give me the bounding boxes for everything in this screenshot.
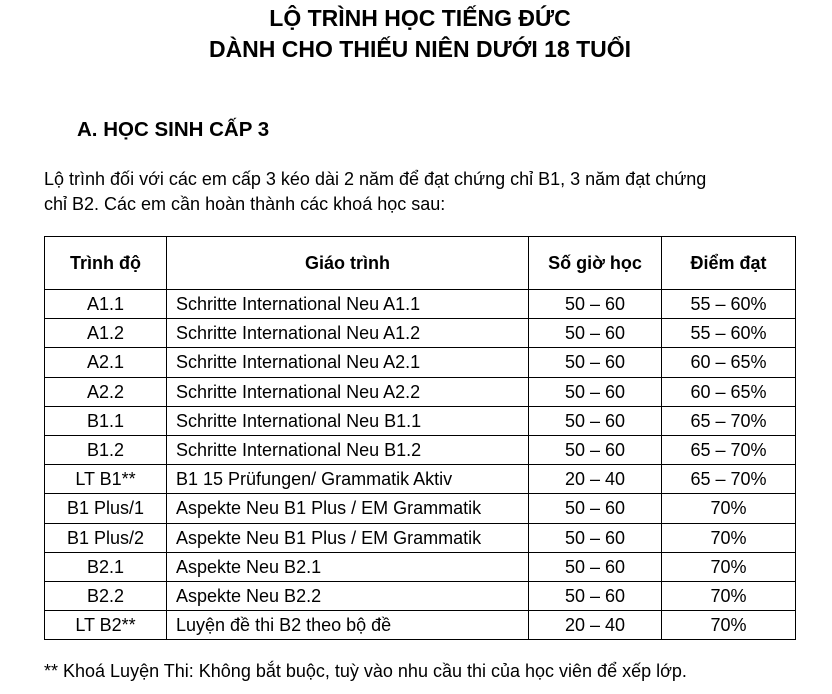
cell-pass-score: 65 – 70%: [662, 465, 796, 494]
cell-level: LT B1**: [45, 465, 167, 494]
cell-hours: 50 – 60: [529, 552, 662, 581]
cell-textbook: Aspekte Neu B2.1: [167, 552, 529, 581]
cell-pass-score: 55 – 60%: [662, 290, 796, 319]
intro-line-1: Lộ trình đối với các em cấp 3 kéo dài 2 năm để đạt chứng chỉ B1, 3 năm đạt chứng: [44, 169, 707, 189]
cell-level: B1 Plus/2: [45, 523, 167, 552]
page-subtitle: DÀNH CHO THIẾU NIÊN DƯỚI 18 TUỔI: [208, 36, 632, 62]
cell-textbook: Aspekte Neu B2.2: [167, 581, 529, 610]
cell-pass-score: 70%: [662, 552, 796, 581]
course-table: [44, 236, 796, 640]
table-row: [45, 377, 796, 406]
cell-pass-score: 70%: [662, 581, 796, 610]
cell-textbook: B1 15 Prüfungen/ Grammatik Aktiv: [167, 465, 529, 494]
cell-pass-score: 60 – 65%: [662, 377, 796, 406]
cell-pass-score: 60 – 65%: [662, 348, 796, 377]
cell-hours: 50 – 60: [529, 406, 662, 435]
cell-pass-score: 55 – 60%: [662, 319, 796, 348]
table-row: [45, 552, 796, 581]
cell-level: A1.1: [45, 290, 167, 319]
header-level: Trình độ: [45, 237, 167, 290]
cell-pass-score: 70%: [662, 611, 796, 640]
table-row: [45, 290, 796, 319]
cell-textbook: Schritte International Neu A2.2: [167, 377, 529, 406]
cell-level: A2.2: [45, 377, 167, 406]
cell-hours: 50 – 60: [529, 581, 662, 610]
page-title: LỘ TRÌNH HỌC TIẾNG ĐỨC: [269, 5, 571, 31]
table-row: [45, 435, 796, 464]
cell-textbook: Schritte International Neu B1.2: [167, 435, 529, 464]
cell-level: B1.2: [45, 435, 167, 464]
table-row: [45, 348, 796, 377]
header-pass-score: Điểm đạt: [662, 237, 796, 290]
cell-hours: 50 – 60: [529, 348, 662, 377]
cell-level: B1 Plus/1: [45, 494, 167, 523]
cell-level: B2.1: [45, 552, 167, 581]
cell-hours: 20 – 40: [529, 611, 662, 640]
cell-pass-score: 70%: [662, 494, 796, 523]
cell-pass-score: 70%: [662, 523, 796, 552]
cell-textbook: Schritte International Neu A1.1: [167, 290, 529, 319]
cell-pass-score: 65 – 70%: [662, 406, 796, 435]
cell-level: A2.1: [45, 348, 167, 377]
cell-hours: 50 – 60: [529, 319, 662, 348]
table-body: [45, 290, 796, 640]
cell-textbook: Schritte International Neu A2.1: [167, 348, 529, 377]
cell-textbook: Luyện đề thi B2 theo bộ đề: [167, 611, 529, 640]
intro-line-2: chỉ B2. Các em cần hoàn thành các khoá học sau:: [44, 194, 446, 214]
cell-hours: 20 – 40: [529, 465, 662, 494]
table-row: [45, 611, 796, 640]
table-row: [45, 465, 796, 494]
cell-level: B1.1: [45, 406, 167, 435]
table-row: [45, 581, 796, 610]
cell-level: B2.2: [45, 581, 167, 610]
table-row: [45, 319, 796, 348]
cell-hours: 50 – 60: [529, 290, 662, 319]
table-header-row: [45, 237, 796, 290]
cell-hours: 50 – 60: [529, 435, 662, 464]
table-row: [45, 523, 796, 552]
cell-textbook: Aspekte Neu B1 Plus / EM Grammatik: [167, 494, 529, 523]
intro-paragraph: [44, 167, 804, 217]
header-hours: Số giờ học: [529, 237, 662, 290]
cell-hours: 50 – 60: [529, 494, 662, 523]
cell-level: A1.2: [45, 319, 167, 348]
cell-hours: 50 – 60: [529, 377, 662, 406]
cell-textbook: Schritte International Neu B1.1: [167, 406, 529, 435]
table-row: [45, 494, 796, 523]
table-row: [45, 406, 796, 435]
cell-pass-score: 65 – 70%: [662, 435, 796, 464]
header-textbook: Giáo trình: [167, 237, 529, 290]
footnote: ** Khoá Luyện Thi: Không bắt buộc, tuỳ vào nhu cầu thi của học viên để xếp lớp.: [44, 661, 687, 681]
cell-textbook: Schritte International Neu A1.2: [167, 319, 529, 348]
cell-hours: 50 – 60: [529, 523, 662, 552]
cell-textbook: Aspekte Neu B1 Plus / EM Grammatik: [167, 523, 529, 552]
section-heading: A. HỌC SINH CẤP 3: [77, 118, 270, 141]
cell-level: LT B2**: [45, 611, 167, 640]
